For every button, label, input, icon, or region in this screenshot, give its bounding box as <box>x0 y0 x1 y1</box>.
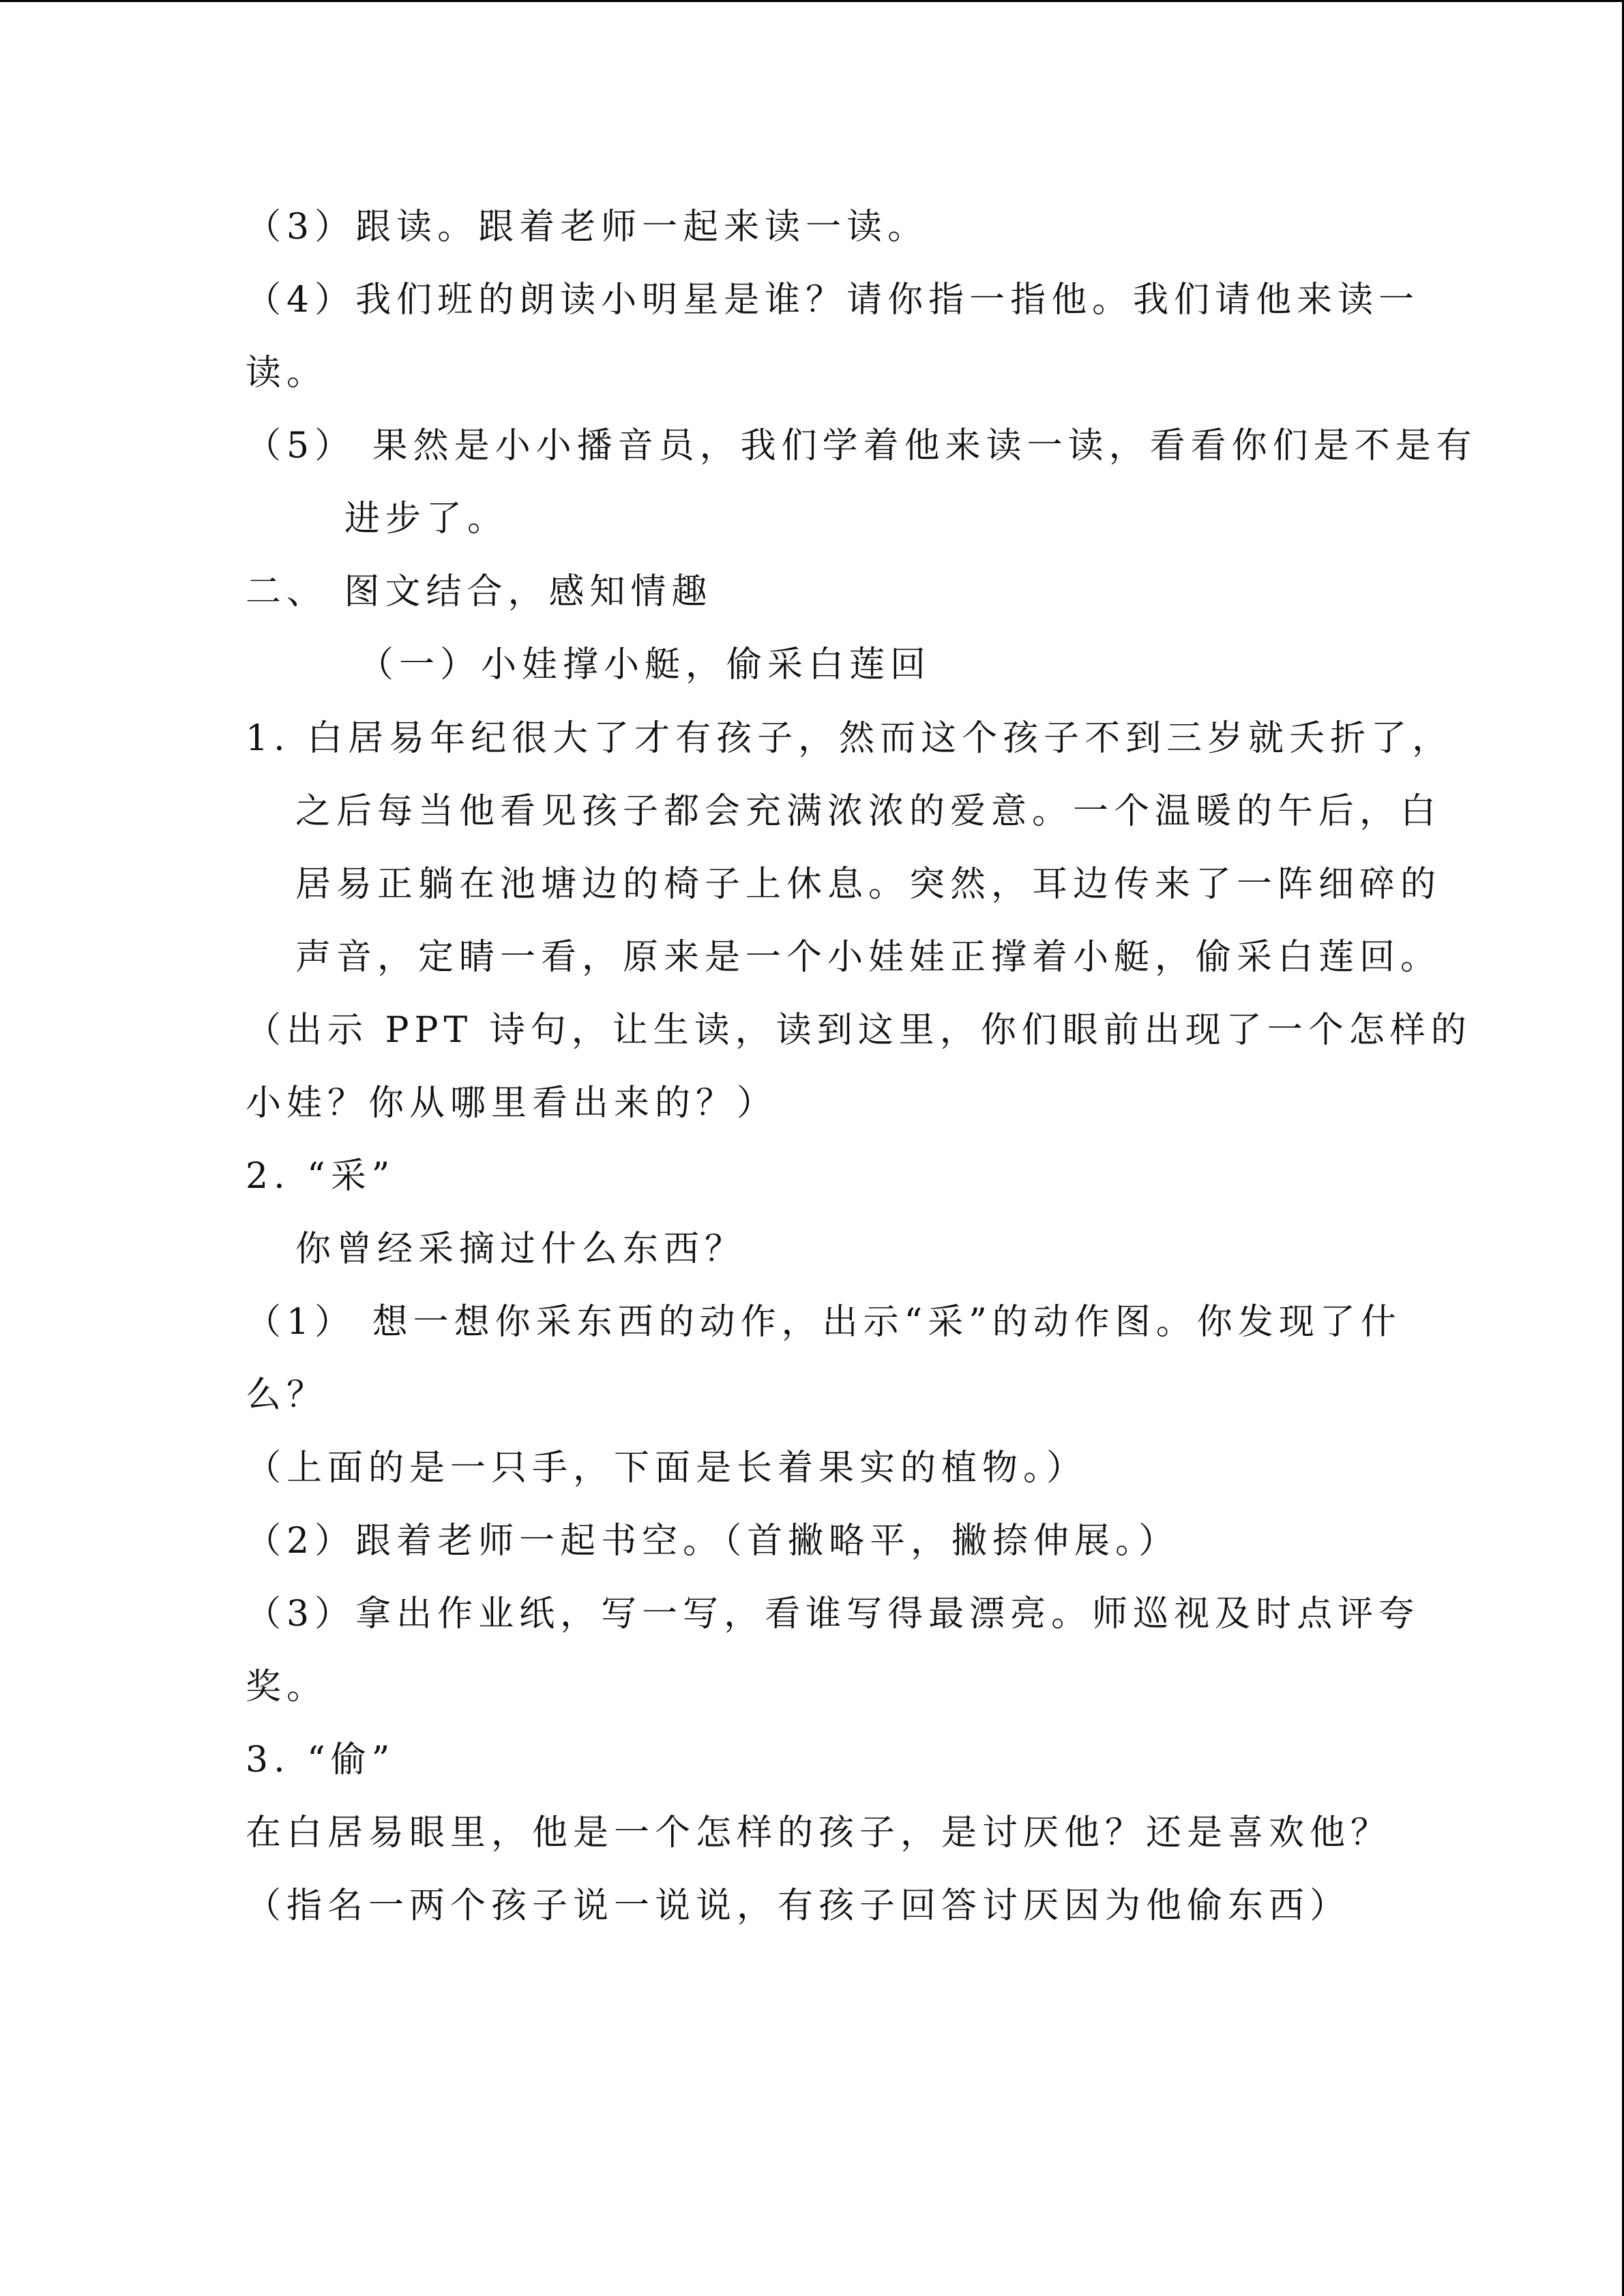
text-line: （1） 想一想你采东西的动作，出示“采”的动作图。你发现了什 <box>246 1302 1402 1343</box>
text-line: 你曾经采摘过什么东西？ <box>295 1229 746 1270</box>
text-line: 么？ <box>246 1375 328 1416</box>
text-line: （3）拿出作业纸，写一写，看谁写得最漂亮。师巡视及时点评夸 <box>246 1594 1420 1635</box>
text-line: 1. 白居易年纪很大了才有孩子，然而这个孩子不到三岁就夭折了， <box>246 718 1453 759</box>
text-line: （2）跟着老师一起书空。（首撇略平，撇捺伸展。） <box>246 1521 1180 1562</box>
text-line: 读。 <box>246 353 328 393</box>
text-line: 声音，定睛一看，原来是一个小娃娃正撑着小艇，偷采白莲回。 <box>295 937 1442 978</box>
text-line: （指名一两个孩子说一说说，有孩子回答讨厌因为他偷东西） <box>246 1885 1351 1926</box>
text-line: （上面的是一只手，下面是长着果实的植物。） <box>246 1448 1088 1489</box>
section-heading: 二、 图文结合，感知情趣 <box>246 571 713 612</box>
text-line: 居易正躺在池塘边的椅子上休息。突然，耳边传来了一阵细碎的 <box>295 864 1442 905</box>
text-line: 奖。 <box>246 1667 328 1708</box>
item-heading: 3. “偷” <box>246 1740 396 1780</box>
text-line: （4）我们班的朗读小明星是谁？请你指一指他。我们请他来读一 <box>246 280 1420 320</box>
text-line: 小娃？你从哪里看出来的？） <box>246 1083 778 1124</box>
text-line: （出示 PPT 诗句，让生读，读到这里，你们眼前出现了一个怎样的 <box>246 1010 1472 1051</box>
text-line: 之后每当他看见孩子都会充满浓浓的爱意。一个温暖的午后，白 <box>295 791 1442 832</box>
text-line: 进步了。 <box>344 498 509 539</box>
subsection-heading: （一）小娃撑小艇，偷采白莲回 <box>358 644 932 685</box>
text-line: （5） 果然是小小播音员，我们学着他来读一读，看看你们是不是有 <box>246 426 1477 466</box>
text-line: 在白居易眼里，他是一个怎样的孩子，是讨厌他？还是喜欢他？ <box>246 1813 1392 1853</box>
text-line: （3）跟读。跟着老师一起来读一读。 <box>246 207 929 248</box>
item-heading: 2. “采” <box>246 1156 396 1197</box>
